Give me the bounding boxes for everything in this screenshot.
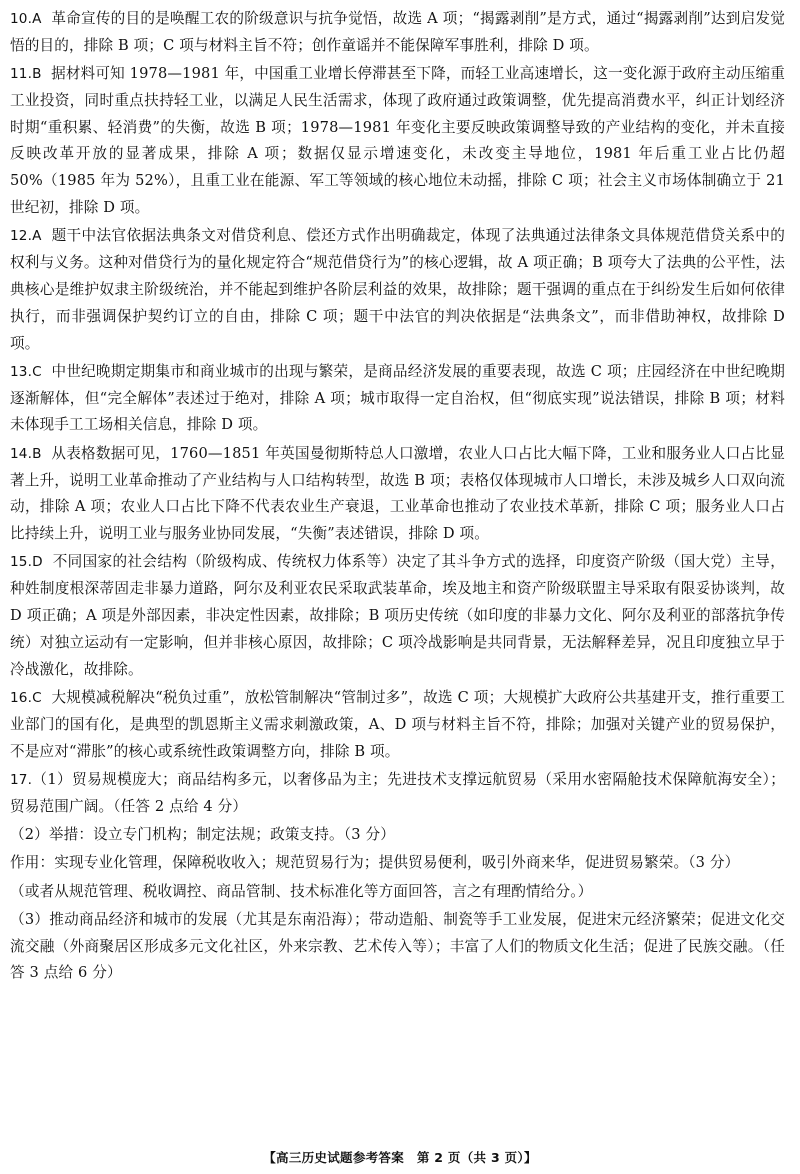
answer-text: 革命宣传的目的是唤醒工农的阶级意识与抗争觉悟，故选 A 项；“揭露剥削”是方式，通过“揭露剥削”达到启发觉悟的目的，排除 B 项；C 项与材料主旨不符；创作童谣并不能保障军事胜利，排除 D 项。 [10,10,786,54]
answer-17-part3: （3）推动商品经济和城市的发展（尤其是东南沿海）；带动造船、制瓷等手工业发展，促进宋元经济繁荣；促进文化交流交融（外商聚居区形成多元文化社区，外来宗教、艺术传入等）；丰富了人们的物质文化生活；促进了民族交融。（任答 3 点给 6 分） [10,910,785,982]
answer-number: 16.C [10,689,42,706]
answer-number: 13.C [10,363,42,380]
answer-text: 据材料可知 1978—1981 年，中国重工业增长停滞甚至下降，而轻工业高速增长，这一变化源于政府主动压缩重工业投资，同时重点扶持轻工业，以满足人民生活需求，体现了政府通过政策调整，优先提高消费水平，纠正计划经济时期“重积累、轻消费”的失衡，故选 B 项；1978—1981 年变化主要反映政策调整导致的产业结构的变化，并未直接反映改革开放的显著成果，排除 A 项；数据仅显示增速变化，未改变主导地位，1981 年后重工业占比仍超 50%（1985 年为 52%），且重工业在能源、军工等领域的核心地位未动摇，排除 C 项；社会主义市场体制确立于 21 世纪初，排除 D 项。 [10,65,786,217]
answer-number: 12.A [10,228,42,245]
answer-list [10,6,785,989]
answer-14 [10,441,785,548]
answer-17-part2-note: （或者从规范管理、税收调控、商品管制、技术标准化等方面回答，言之有理酌情给分。） [10,882,593,900]
answer-text: 大规模减税解决“税负过重”，放松管制解决“管制过多”，故选 C 项；大规模扩大政府公共基建开支，推行重要工业部门的国有化，是典型的凯恩斯主义需求刺激政策，A、D 项与材料主旨不符，排除；加强对关键产业的贸易保护，不是应对“滞胀”的核心或系统性政策调整方向，排除 B 项。 [10,688,785,760]
answer-11 [10,61,785,222]
answer-text: 题干中法官依据法典条文对借贷利息、偿还方式作出明确裁定，体现了法典通过法律条文具体规范借贷关系中的权利与义务。这种对借贷行为的量化规定符合“规范借贷行为”的核心逻辑，故 A 项正确；B 项夸大了法典的公平性，法典核心是维护奴隶主阶级统治，并不能起到维护各阶层利益的效果，故排除；题干强调的重点在于纠纷发生后如何依律执行，而非强调保护契约订立的自由，排除 C 项；题干中法官的判决依据是“法典条文”，而非借助神权，故排除 D 项。 [10,227,786,352]
answer-number: 10.A [10,11,42,27]
answer-number: 14.B [10,445,42,462]
answer-10 [10,6,785,60]
answer-number: 17. [10,771,33,788]
answer-text: （1）贸易规模庞大；商品结构多元，以奢侈品为主；先进技术支撑远航贸易（采用水密隔舱技术保障航海安全）；贸易范围广阔。（任答 2 点给 4 分） [10,770,785,815]
answer-text: 中世纪晚期定期集市和商业城市的出现与繁荣，是商品经济发展的重要表现，故选 C 项；庄园经济在中世纪晚期逐渐解体，但“完全解体”表述过于绝对，排除 A 项；城市取得一定自治权，但“彻底实现”说法错误，排除 B 项；材料未体现手工工场相关信息，排除 D 项。 [10,362,785,434]
answer-13 [10,359,785,439]
answer-text: 从表格数据可见，1760—1851 年英国曼彻斯特总人口激增，农业人口占比大幅下降，工业和服务业人口占比显著上升，说明工业革命推动了产业结构与人口结构转型，故选 B 项；表格仅体现城市人口增长，未涉及城乡人口双向流动，排除 A 项；农业人口占比下降不代表农业生产衰退，工业革命也推动了农业技术革新，排除 C 项；服务业人口占比持续上升，说明工业与服务业协同发展，“失衡”表述错误，排除 D 项。 [10,444,785,543]
answer-12 [10,223,785,357]
answer-17-part2-measures: （2）举措：设立专门机构；制定法规；政策支持。（3 分） [10,825,395,843]
answer-17-part1 [10,767,785,821]
answer-text: 不同国家的社会结构（阶级构成、传统权力体系等）决定了其斗争方式的选择，印度资产阶级（国大党）主导，种姓制度根深蒂固走非暴力道路，阿尔及利亚农民采取武装革命，埃及地主和资产阶级联盟主导采取有限妥协谈判，故 D 项正确；A 项是外部因素，非决定性因素，故排除；B 项历史传统（如印度的非暴力文化、阿尔及利亚的部落抗争传统）对独立运动有一定影响，但并非核心原因，故排除；C 项冷战影响是共同背景，无法解释差异，况且印度独立早于冷战激化，故排除。 [10,553,786,678]
answer-number: 15.D [10,554,43,571]
answer-16 [10,685,785,765]
answer-number: 11.B [10,66,42,83]
answer-17-part2-effects: 作用：实现专业化管理，保障税收收入；规范贸易行为；提供贸易便利，吸引外商来华，促进贸易繁荣。（3 分） [10,854,740,872]
page-footer: 【高三历史试题参考答案 第 2 页（共 3 页）】 [263,1150,537,1165]
answer-15 [10,549,785,683]
